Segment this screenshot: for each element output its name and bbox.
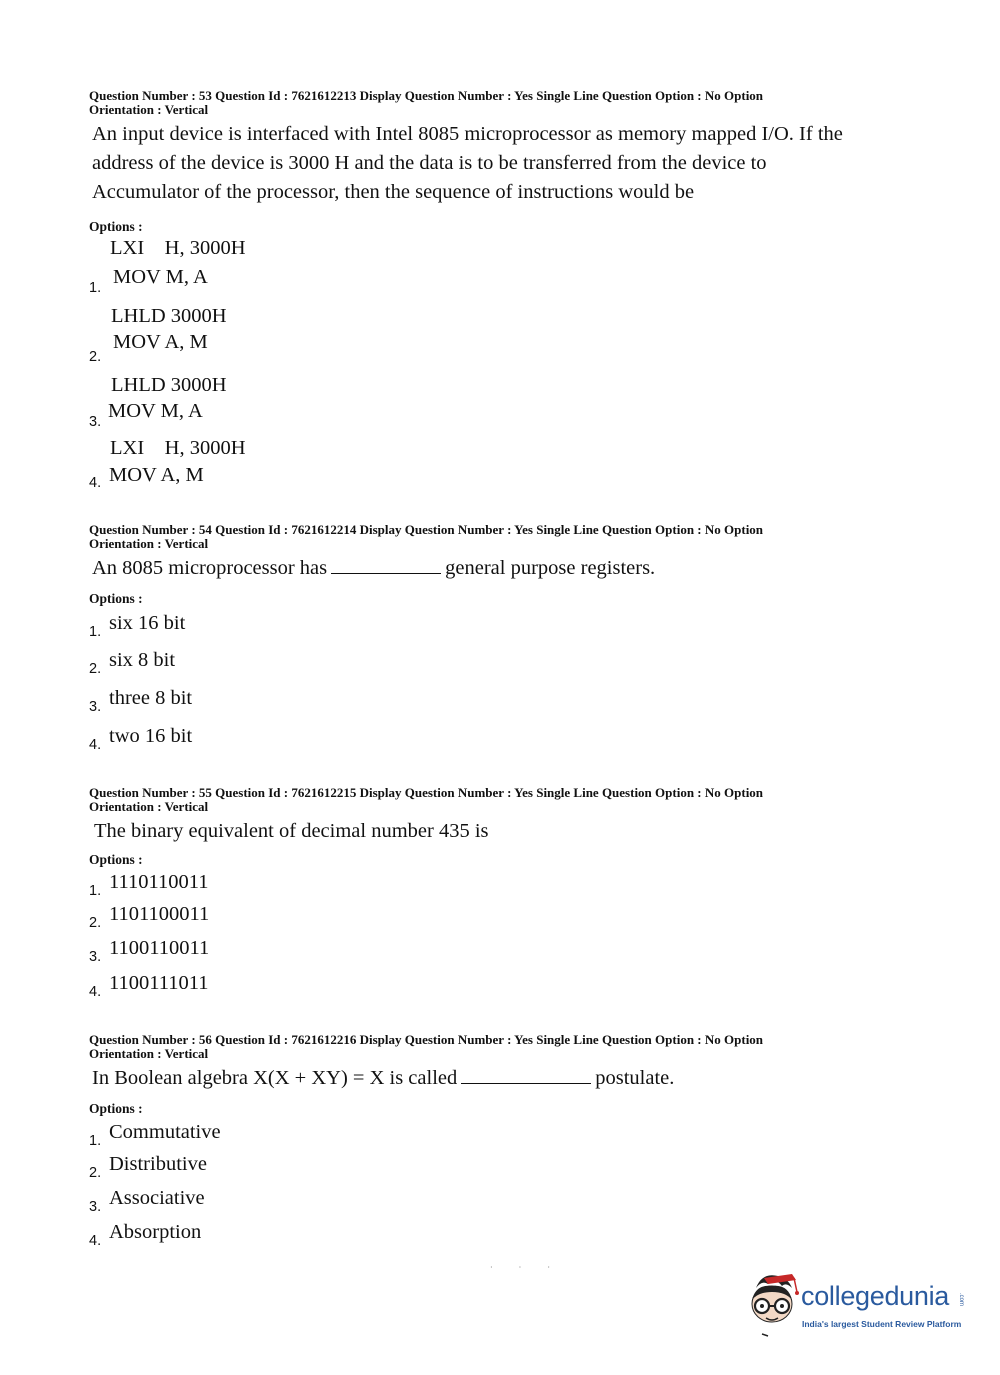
option-text: six 16 bit	[109, 612, 186, 634]
stem-line: Accumulator of the processor, then the sequence of instructions would be	[92, 181, 695, 203]
stem-text: postulate.	[595, 1067, 675, 1089]
meta-line: Orientation : Vertical	[89, 102, 209, 117]
options-label: Options :	[89, 852, 143, 867]
question-stem	[92, 1064, 919, 1093]
option-1[interactable]	[89, 612, 389, 642]
option-4[interactable]	[89, 725, 389, 755]
option-number: 3.	[89, 414, 102, 430]
option-code-line: LHLD 3000H	[111, 305, 227, 327]
option-2[interactable]	[89, 649, 389, 679]
mascot-icon	[742, 1270, 802, 1340]
option-number: 2.	[89, 915, 102, 931]
option-text: two 16 bit	[109, 725, 193, 747]
option-code-line: MOV A, M	[113, 331, 208, 353]
option-text: Associative	[109, 1187, 205, 1209]
option-text: 1101100011	[109, 903, 210, 925]
scan-artifact-dots: · · ·	[490, 1263, 562, 1272]
question-56	[89, 1033, 919, 1117]
stem-text: An 8085 microprocessor has	[92, 557, 328, 579]
option-code-line: MOV M, A	[108, 400, 203, 422]
option-text: Commutative	[109, 1121, 221, 1143]
answer-blank	[331, 555, 441, 574]
question-54	[89, 523, 919, 607]
option-code-line: LXI H, 3000H	[110, 237, 246, 259]
stem-text: general purpose registers.	[445, 557, 656, 579]
question-stem	[92, 120, 910, 207]
option-number: 3.	[89, 949, 102, 965]
option-number: 4.	[89, 984, 102, 1000]
option-number: 3.	[89, 1199, 102, 1215]
collegedunia-logo[interactable]	[742, 1270, 972, 1340]
option-number: 4.	[89, 1233, 102, 1249]
option-code-line: MOV M, A	[113, 266, 208, 288]
answer-blank	[461, 1065, 591, 1084]
question-53	[89, 89, 919, 235]
stem-text: The binary equivalent of decimal number 435 is	[94, 820, 489, 842]
option-text: 1100111011	[109, 972, 209, 994]
meta-line: Question Number : 53 Question Id : 7621612213 Display Question Number : Yes Single Line Question Option : No Option	[89, 88, 764, 103]
option-number: 1.	[89, 624, 102, 640]
option-2[interactable]	[89, 903, 389, 933]
option-number: 2.	[89, 349, 102, 365]
stem-line: An input device is interfaced with Intel 8085 microprocessor as memory mapped I/O. If the	[92, 123, 843, 145]
question-stem	[94, 817, 919, 846]
option-number: 4.	[89, 737, 102, 753]
stem-line: address of the device is 3000 H and the data is to be transferred from the device to	[92, 152, 767, 174]
question-meta	[89, 89, 919, 117]
option-code-line: LHLD 3000H	[111, 374, 227, 396]
question-meta	[89, 523, 919, 551]
option-number: 1.	[89, 1133, 102, 1149]
options-label: Options :	[89, 1101, 143, 1116]
question-stem	[92, 554, 919, 583]
option-4[interactable]	[89, 972, 389, 1002]
options-label: Options :	[89, 591, 143, 606]
question-meta	[89, 1033, 919, 1061]
option-text: Absorption	[109, 1221, 202, 1243]
option-number: 1.	[89, 883, 102, 899]
meta-line: Question Number : 54 Question Id : 7621612214 Display Question Number : Yes Single Line Question Option : No Option	[89, 522, 764, 537]
brand-suffix: .com	[958, 1293, 964, 1307]
option-number: 2.	[89, 661, 102, 677]
meta-line: Orientation : Vertical	[89, 1046, 209, 1061]
meta-line: Question Number : 56 Question Id : 7621612216 Display Question Number : Yes Single Line Question Option : No Option	[89, 1032, 764, 1047]
option-number: 1.	[89, 280, 102, 296]
option-text: Distributive	[109, 1153, 207, 1175]
stem-text: In Boolean algebra X(X + XY) = X is called	[92, 1067, 458, 1089]
brand-name: collegedunia	[801, 1281, 950, 1311]
option-2[interactable]	[89, 1153, 389, 1183]
question-55	[89, 786, 919, 868]
option-1[interactable]	[89, 871, 389, 901]
option-number: 3.	[89, 699, 102, 715]
option-3[interactable]	[89, 937, 389, 967]
option-text: 1100110011	[109, 937, 210, 959]
options-label: Options :	[89, 219, 143, 234]
question-meta	[89, 786, 919, 814]
option-3[interactable]	[89, 687, 389, 717]
option-number: 4.	[89, 475, 102, 491]
option-4[interactable]	[89, 1221, 389, 1251]
brand-tagline: India's largest Student Review Platform	[802, 1319, 962, 1329]
option-number: 2.	[89, 1165, 102, 1181]
option-code-line: LXI H, 3000H	[110, 437, 246, 459]
option-text: six 8 bit	[109, 649, 176, 671]
option-3[interactable]	[89, 1187, 389, 1217]
option-code-line: MOV A, M	[109, 464, 204, 486]
meta-line: Orientation : Vertical	[89, 799, 209, 814]
meta-line: Orientation : Vertical	[89, 536, 209, 551]
option-text: 1110110011	[109, 871, 209, 893]
meta-line: Question Number : 55 Question Id : 7621612215 Display Question Number : Yes Single Line Question Option : No Option	[89, 785, 764, 800]
option-1[interactable]	[89, 1121, 389, 1151]
option-text: three 8 bit	[109, 687, 193, 709]
